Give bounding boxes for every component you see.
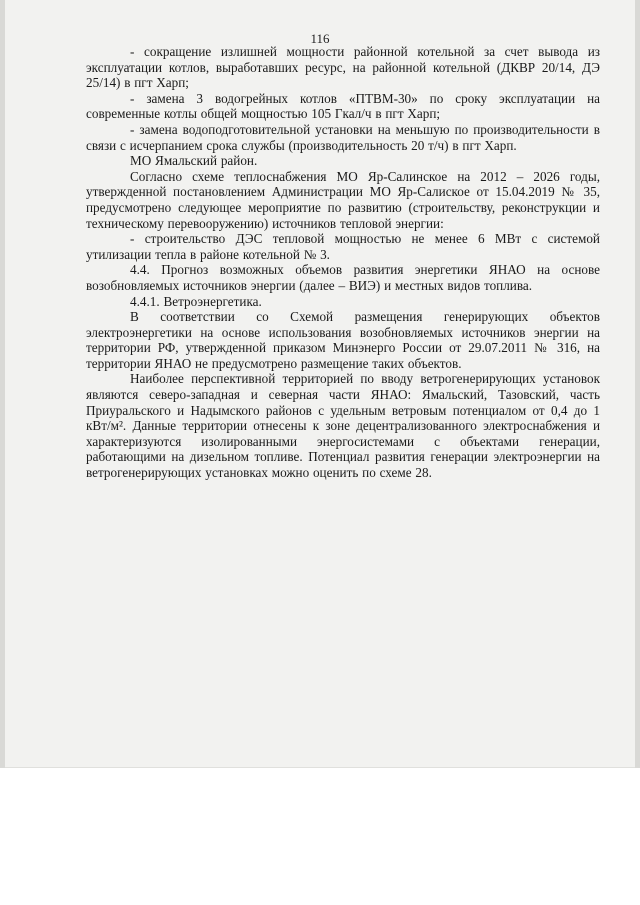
page-number: 116	[310, 31, 330, 46]
paragraph-boiler-capacity-reduction: - сокращение излишней мощности районной котельной за счет вывода из эксплуатации котлов, выработавших ресурс, на районной котельной (ДКВР 20/14, ДЭ 25/14) в пгт Харп;	[86, 44, 600, 91]
paragraph-water-treatment-replacement: - замена водоподготовительной установки на меньшую по производительности в связи с исчерпанием срока службы (производительность 20 т/ч) в пгт Харп.	[86, 121, 600, 153]
scan-right-edge	[635, 0, 640, 768]
paragraph-diesel-plant-construction: - строительство ДЭС тепловой мощностью не менее 6 МВт с системой утилизации тепла в районе котельной № 3.	[86, 231, 600, 262]
paragraph-boiler-replacement: - замена 3 водогрейных котлов «ПТВМ-30» по сроку эксплуатации на современные котлы общей мощностью 105 Гкал/ч в пгт Харп;	[86, 90, 600, 122]
paragraph-placement-scheme: В соответствии со Схемой размещения генерирующих объектов электроэнергетики на основе использования возобновляемых источников энергии на территории РФ, утвержденной приказом Минэнерго России от 29.07.2011 № 316, на территории ЯНАО не предусмотрено размещение таких объектов.	[86, 309, 600, 371]
document-body	[86, 44, 600, 481]
scan-left-edge	[0, 0, 5, 768]
section-heading-4-4-1: 4.4.1. Ветроэнергетика.	[130, 293, 262, 309]
paragraph-yamal-district-heading: МО Ямальский район.	[130, 153, 258, 169]
paragraph-heat-supply-scheme: Согласно схеме теплоснабжения МО Яр-Салинское на 2012 – 2026 годы, утвержденной постановлением Администрации МО Яр-Салиское от 15.04.2019 № 35, предусмотрено следующее мероприятие по развитию (строительству, реконструкции и техническому перевооружению) источников тепловой энергии:	[86, 168, 600, 231]
section-heading-4-4: 4.4. Прогноз возможных объемов развития энергетики ЯНАО на основе возобновляемых источников энергии (далее – ВИЭ) и местных видов топлива.	[86, 262, 600, 293]
paragraph-wind-potential: Наиболее перспективной территорией по вводу ветрогенерирующих установок являются северо-западная и северная части ЯНАО: Ямальский, Тазовский, часть Приуральского и Надымского районов с удельным ветровым потенциалом от 0,4 до 1 кВт/м². Данные территории отнесены к зоне децентрализованного электроснабжения и характеризуются изолированными энергосистемами с объектами генерации, работающими на дизельном топливе. Потенциал развития генерации электроэнергии на ветрогенерирующих установках можно оценить по схеме 28.	[86, 371, 600, 481]
